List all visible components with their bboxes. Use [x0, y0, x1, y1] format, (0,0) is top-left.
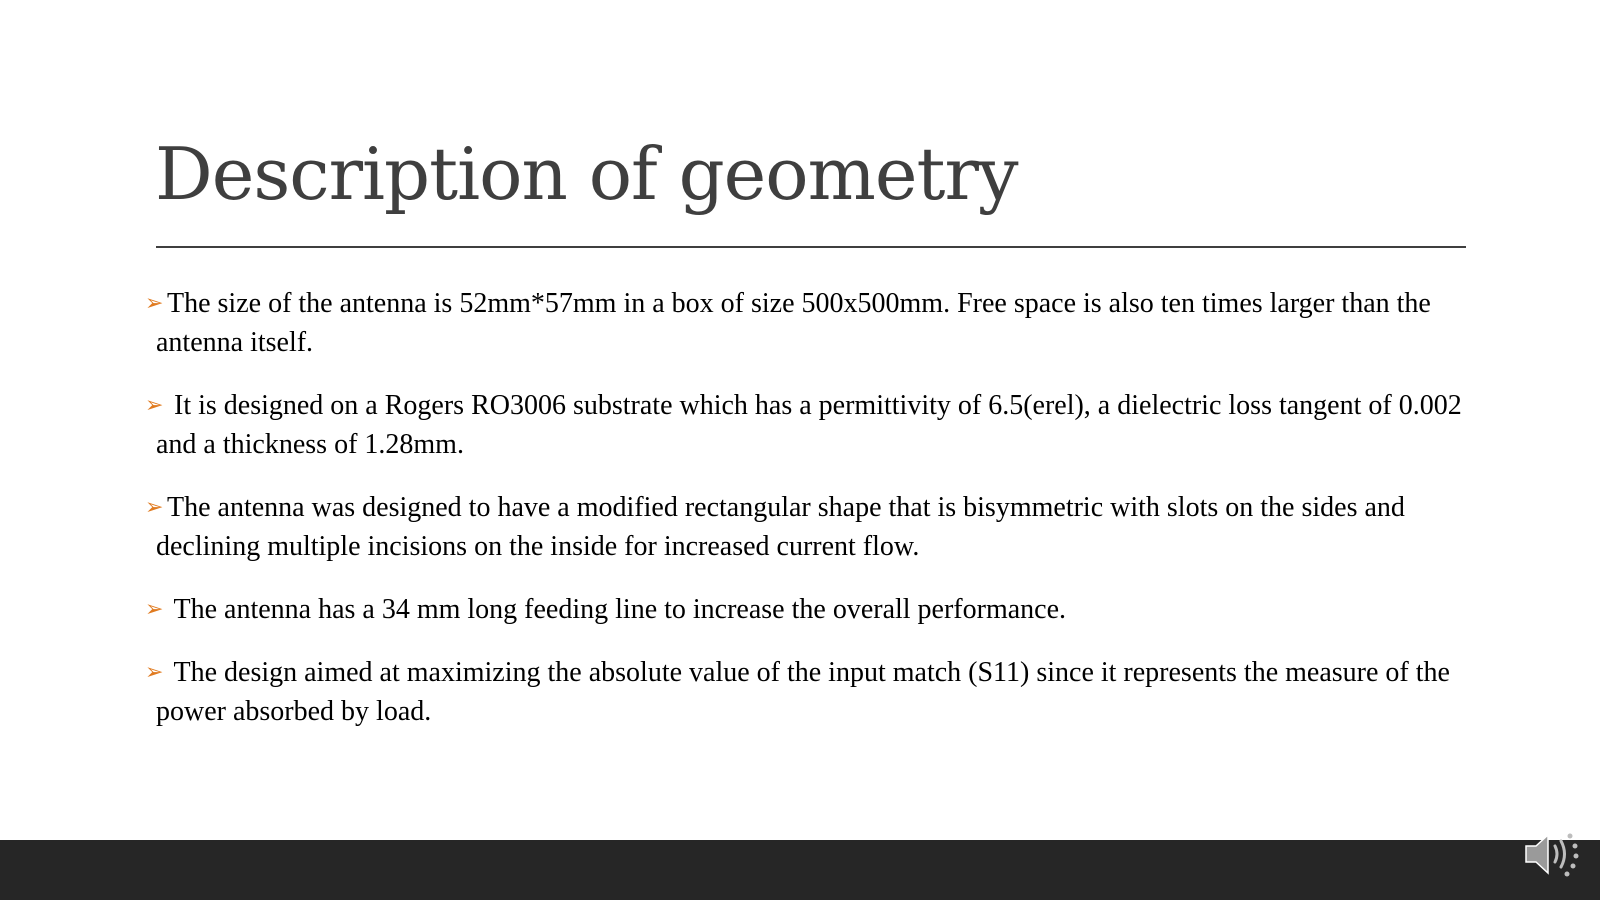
bullet-text: The antenna has a 34 mm long feeding line to increase the overall performance. [167, 594, 1067, 625]
arrow-bullet-icon: ➢ [145, 660, 164, 685]
arrow-bullet-icon: ➢ [145, 291, 164, 316]
arrow-bullet-icon: ➢ [145, 393, 164, 418]
bullet-item [145, 653, 1465, 731]
arrow-bullet-icon: ➢ [145, 495, 164, 520]
speaker-icon[interactable] [1522, 826, 1582, 882]
bullet-list [145, 284, 1465, 755]
bullet-item [145, 488, 1465, 566]
bullet-text: The antenna was designed to have a modified rectangular shape that is bisymmetric with slots on the sides and declining multiple incisions on the inside for increased current flow. [156, 492, 1405, 562]
bullet-text: The design aimed at maximizing the absolute value of the input match (S11) since it represents the measure of the power absorbed by load. [156, 657, 1450, 727]
bottom-bar [0, 840, 1600, 900]
bullet-item [145, 284, 1465, 362]
title-divider [156, 246, 1466, 248]
arrow-bullet-icon: ➢ [145, 597, 164, 622]
bullet-item [145, 386, 1465, 464]
slide-title: Description of geometry [155, 132, 1018, 216]
bullet-item [145, 590, 1465, 629]
bullet-text: It is designed on a Rogers RO3006 substrate which has a permittivity of 6.5(erel), a dielectric loss tangent of 0.002 and a thickness of 1.28mm. [156, 390, 1462, 460]
bullet-text: The size of the antenna is 52mm*57mm in a box of size 500x500mm. Free space is also ten times larger than the antenna itself. [156, 288, 1431, 358]
